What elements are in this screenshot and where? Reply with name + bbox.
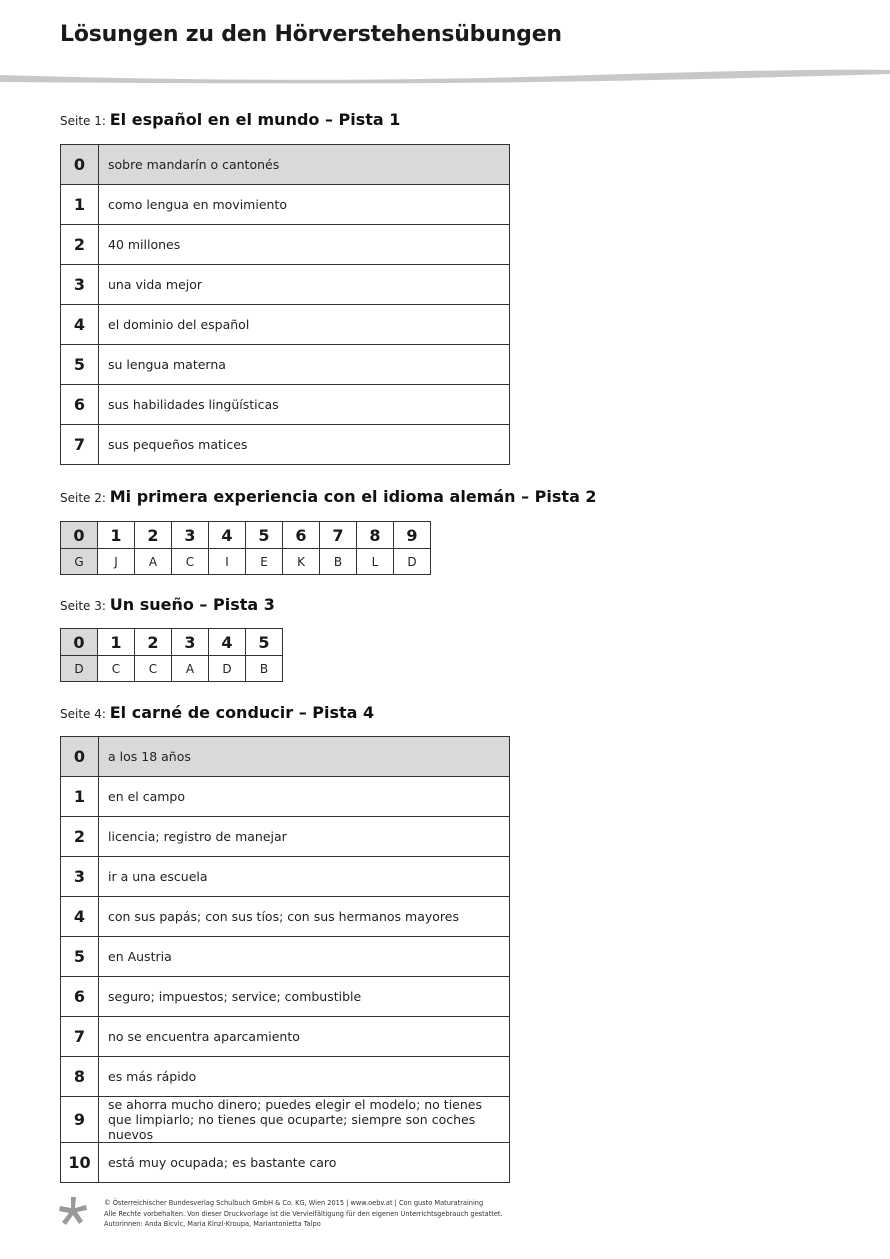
grid-header-number: 7 (320, 522, 357, 549)
grid-answer-letter: C (135, 656, 172, 682)
answer-text: licencia; registro de manejar (99, 817, 510, 857)
grid-header-number: 0 (61, 522, 98, 549)
answer-row (61, 897, 510, 937)
item-number: 0 (61, 737, 99, 777)
answer-row (61, 1097, 510, 1143)
answer-text: no se encuentra aparcamiento (99, 1017, 510, 1057)
grid-header-number: 3 (172, 629, 209, 656)
grid-header-number: 2 (135, 629, 172, 656)
item-number: 2 (61, 817, 99, 857)
grid-header-number: 9 (394, 522, 431, 549)
item-number: 9 (61, 1097, 99, 1143)
grid-header-number: 0 (61, 629, 98, 656)
answer-text: sus pequeños matices (99, 425, 510, 465)
answer-text: como lengua en movimiento (99, 185, 510, 225)
grid-answer-letter: G (61, 549, 98, 575)
footer-copyright (104, 1198, 503, 1230)
grid-answer-letter: B (320, 549, 357, 575)
answer-table-pista-1 (60, 144, 510, 465)
answer-text: se ahorra mucho dinero; puedes elegir el modelo; no tienes que limpiarlo; no tienes que ocuparte; siempre son coches nuevos (99, 1097, 510, 1143)
item-number: 5 (61, 345, 99, 385)
answer-text: en el campo (99, 777, 510, 817)
section-title: Mi primera experiencia con el idioma alemán – Pista 2 (109, 487, 597, 506)
answer-row (61, 305, 510, 345)
grid-header-row (61, 522, 431, 549)
grid-header-number: 1 (98, 522, 135, 549)
grid-header-number: 1 (98, 629, 135, 656)
grid-answer-row (61, 656, 283, 682)
answer-row (61, 145, 510, 185)
answer-row (61, 937, 510, 977)
answer-row (61, 185, 510, 225)
grid-answer-letter: D (209, 656, 246, 682)
section-title: El español en el mundo – Pista 1 (109, 110, 401, 129)
item-number: 1 (61, 185, 99, 225)
answer-text: a los 18 años (99, 737, 510, 777)
answer-row (61, 1057, 510, 1097)
item-number: 4 (61, 305, 99, 345)
item-number: 2 (61, 225, 99, 265)
item-number: 7 (61, 425, 99, 465)
grid-header-number: 8 (357, 522, 394, 549)
answer-row (61, 265, 510, 305)
answer-text: seguro; impuestos; service; combustible (99, 977, 510, 1017)
item-number: 0 (61, 145, 99, 185)
answer-text: con sus papás; con sus tíos; con sus hermanos mayores (99, 897, 510, 937)
grid-header-number: 4 (209, 629, 246, 656)
item-number: 8 (61, 1057, 99, 1097)
answer-row (61, 225, 510, 265)
header-swoosh-divider (0, 66, 890, 88)
grid-header-number: 6 (283, 522, 320, 549)
grid-answer-letter: A (135, 549, 172, 575)
grid-header-number: 4 (209, 522, 246, 549)
grid-header-number: 5 (246, 522, 283, 549)
publisher-logo-icon (58, 1196, 90, 1228)
grid-answer-letter: L (357, 549, 394, 575)
grid-answer-letter: E (246, 549, 283, 575)
grid-header-number: 3 (172, 522, 209, 549)
item-number: 3 (61, 265, 99, 305)
item-number: 6 (61, 385, 99, 425)
answer-row (61, 345, 510, 385)
section-page-ref: Seite 4: (60, 707, 110, 721)
answer-text: 40 millones (99, 225, 510, 265)
answer-row (61, 777, 510, 817)
answer-text: en Austria (99, 937, 510, 977)
answer-text: el dominio del español (99, 305, 510, 345)
answer-text: está muy ocupada; es bastante caro (99, 1143, 510, 1183)
grid-answer-letter: B (246, 656, 283, 682)
section-heading-pista-4 (60, 703, 374, 722)
item-number: 7 (61, 1017, 99, 1057)
item-number: 3 (61, 857, 99, 897)
grid-answer-letter: C (98, 656, 135, 682)
section-page-ref: Seite 2: (60, 491, 110, 505)
grid-answer-letter: C (172, 549, 209, 575)
item-number: 10 (61, 1143, 99, 1183)
grid-answer-letter: K (283, 549, 320, 575)
grid-answer-letter: D (394, 549, 431, 575)
section-page-ref: Seite 1: (60, 114, 110, 128)
answer-row (61, 977, 510, 1017)
answer-text: sus habilidades lingüísticas (99, 385, 510, 425)
section-heading-pista-2 (60, 487, 597, 506)
answer-text: es más rápido (99, 1057, 510, 1097)
section-title: El carné de conducir – Pista 4 (109, 703, 375, 722)
grid-answer-letter: D (61, 656, 98, 682)
answer-table-pista-4 (60, 736, 510, 1183)
grid-header-number: 5 (246, 629, 283, 656)
grid-answer-row (61, 549, 431, 575)
answer-row (61, 1017, 510, 1057)
footer-line: Autorinnen: Anda Bicvic, Maria Kinzl-Kroupa, Mariantonietta Talpo (104, 1220, 321, 1228)
answer-text: sobre mandarín o cantonés (99, 145, 510, 185)
answer-row (61, 425, 510, 465)
answer-text: su lengua materna (99, 345, 510, 385)
section-page-ref: Seite 3: (60, 599, 110, 613)
grid-header-row (61, 629, 283, 656)
section-heading-pista-3 (60, 595, 275, 614)
answer-row (61, 817, 510, 857)
grid-answer-letter: J (98, 549, 135, 575)
answer-row (61, 737, 510, 777)
section-heading-pista-1 (60, 110, 400, 129)
item-number: 4 (61, 897, 99, 937)
grid-answer-letter: A (172, 656, 209, 682)
footer-line: Alle Rechte vorbehalten. Von dieser Druckvorlage ist die Vervielfältigung für den eigenen Unterrichtsgebrauch gestattet. (104, 1209, 503, 1218)
item-number: 5 (61, 937, 99, 977)
page-title: Lösungen zu den Hörverstehensübungen (60, 22, 562, 47)
answer-text: una vida mejor (99, 265, 510, 305)
answer-row (61, 385, 510, 425)
grid-answer-letter: I (209, 549, 246, 575)
item-number: 6 (61, 977, 99, 1017)
answer-grid-pista-3 (60, 628, 283, 682)
answer-row (61, 857, 510, 897)
answer-grid-pista-2 (60, 521, 431, 575)
item-number: 1 (61, 777, 99, 817)
section-title: Un sueño – Pista 3 (109, 595, 275, 614)
answer-row (61, 1143, 510, 1183)
footer-line: © Österreichischer Bundesverlag Schulbuch GmbH & Co. KG, Wien 2015 | www.oebv.at | Con gusto Maturatraining (104, 1199, 484, 1207)
answer-text: ir a una escuela (99, 857, 510, 897)
grid-header-number: 2 (135, 522, 172, 549)
